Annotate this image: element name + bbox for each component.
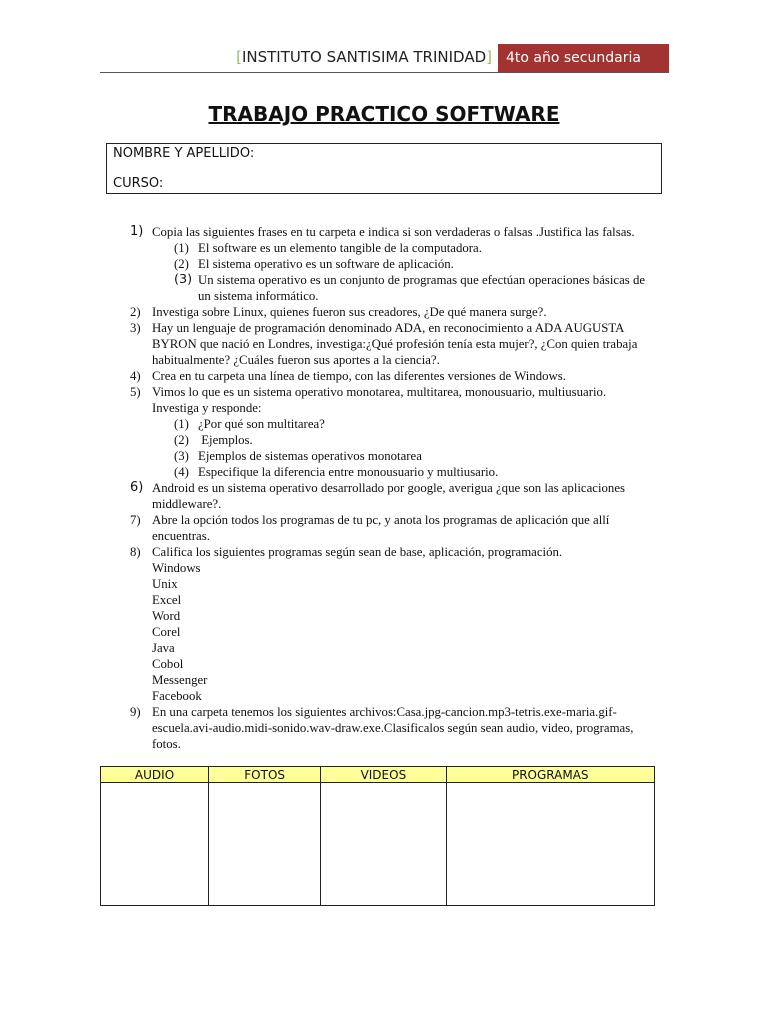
- question-text: Crea en tu carpeta una línea de tiempo, con las diferentes versiones de Windows.: [152, 369, 566, 383]
- question-number: 7): [130, 513, 141, 527]
- table-row: [101, 783, 655, 906]
- program-item: Java: [152, 641, 175, 655]
- table-header-row: [101, 767, 655, 783]
- name-label: NOMBRE Y APELLIDO:: [113, 146, 255, 161]
- bracket-open: [: [236, 48, 242, 66]
- sub-text: Especifique la diferencia entre monousuario y multiusario.: [198, 465, 499, 479]
- page-title: TRABAJO PRACTICO SOFTWARE: [208, 102, 560, 126]
- sub-text: El sistema operativo es un software de aplicación.: [198, 257, 454, 271]
- col-header-audio: AUDIO: [101, 767, 209, 783]
- sub-text: ¿Por qué son multitarea?: [198, 417, 325, 431]
- question-3: [130, 320, 650, 368]
- sub-item: [174, 464, 650, 480]
- table-cell: [446, 783, 654, 906]
- program-item: Excel: [152, 593, 182, 607]
- page-header: [100, 44, 669, 73]
- student-info-box: [106, 143, 662, 194]
- question-4: [130, 368, 650, 384]
- question-number: 5): [130, 385, 141, 399]
- sub-text: El software es un elemento tangible de la computadora.: [198, 241, 482, 255]
- question-5: [130, 384, 650, 416]
- question-text: Copia las siguientes frases en tu carpeta e indica si son verdaderas o falsas .Justifica las falsas.: [152, 225, 635, 239]
- col-header-fotos: FOTOS: [209, 767, 321, 783]
- question-text: En una carpeta tenemos los siguientes archivos:Casa.jpg-cancion.mp3-tetris.exe-maria.gif-escuela.avi-audio.midi-sonido.wav-draw.exe.Clasificalos según sean audio, video, programas, fotos.: [152, 705, 634, 751]
- question-text: Investiga sobre Linux, quienes fueron sus creadores, ¿De qué manera surge?.: [152, 305, 547, 319]
- question-text: Android es un sistema operativo desarrollado por google, averigua ¿que son las aplicaciones middleware?.: [152, 481, 625, 511]
- program-item: Cobol: [152, 657, 184, 671]
- sub-number: (1): [174, 417, 189, 431]
- question-text: Abre la opción todos los programas de tu pc, y anota los programas de aplicación que allí encuentras.: [152, 513, 610, 543]
- program-item: Corel: [152, 625, 181, 639]
- sub-number: (3): [174, 449, 189, 463]
- sub-number: (4): [174, 465, 189, 479]
- sub-text: Un sistema operativo es un conjunto de programas que efectúan operaciones básicas de un sistema informático.: [198, 273, 646, 303]
- sub-item: [174, 256, 650, 272]
- program-item: Word: [152, 609, 181, 623]
- question-number: 8): [130, 545, 141, 559]
- question-9: [130, 704, 650, 752]
- table-cell: [321, 783, 446, 906]
- classification-table: [100, 766, 655, 906]
- table-cell: [101, 783, 209, 906]
- institute-name: [236, 48, 492, 66]
- col-header-programas: PROGRAMAS: [446, 767, 654, 783]
- sub-item: [174, 448, 650, 464]
- question-1: [130, 224, 650, 240]
- question-number: 3): [130, 321, 141, 335]
- sub-item: [174, 272, 650, 304]
- program-item: Unix: [152, 577, 178, 591]
- sub-item: [174, 432, 650, 448]
- sub-number: (3): [174, 272, 193, 287]
- program-item: Messenger: [152, 673, 208, 687]
- program-item: Facebook: [152, 689, 202, 703]
- question-7: [130, 512, 650, 544]
- questions-list: [130, 224, 650, 752]
- program-item: Windows: [152, 561, 201, 575]
- grade-badge: 4to año secundaria: [498, 44, 669, 72]
- sub-text: Ejemplos.: [198, 433, 253, 447]
- question-8: [130, 544, 650, 560]
- question-number: 9): [130, 705, 141, 719]
- institute-label: INSTITUTO SANTISIMA TRINIDAD: [241, 48, 487, 66]
- question-text: Hay un lenguaje de programación denominado ADA, en reconocimiento a ADA AUGUSTA BYRON que nació en Londres, investiga:¿Qué profesión tenía esta mujer?, ¿Con quien trabaja habitualmente? ¿Cuáles fueron sus aportes a la ciencia?.: [152, 321, 638, 367]
- question-2: [130, 304, 650, 320]
- sub-item: [174, 240, 650, 256]
- col-header-videos: VIDEOS: [321, 767, 446, 783]
- sub-number: (1): [174, 241, 189, 255]
- question-number: 4): [130, 369, 141, 383]
- sub-number: (2): [174, 257, 189, 271]
- table-cell: [209, 783, 321, 906]
- course-label: CURSO:: [113, 176, 164, 191]
- question-text: Califica los siguientes programas según sean de base, aplicación, programación.: [152, 545, 563, 559]
- question-6: [130, 480, 650, 512]
- sub-number: (2): [174, 433, 189, 447]
- sub-text: Ejemplos de sistemas operativos monotarea: [198, 449, 422, 463]
- question-number: 6): [130, 480, 144, 495]
- question-text: Vimos lo que es un sistema operativo monotarea, multitarea, monousuario, multiusuario. Investiga y responde:: [152, 385, 607, 415]
- question-number: 2): [130, 305, 141, 319]
- question-number: 1): [130, 224, 144, 239]
- sub-item: [174, 416, 650, 432]
- bracket-close: ]: [486, 48, 492, 66]
